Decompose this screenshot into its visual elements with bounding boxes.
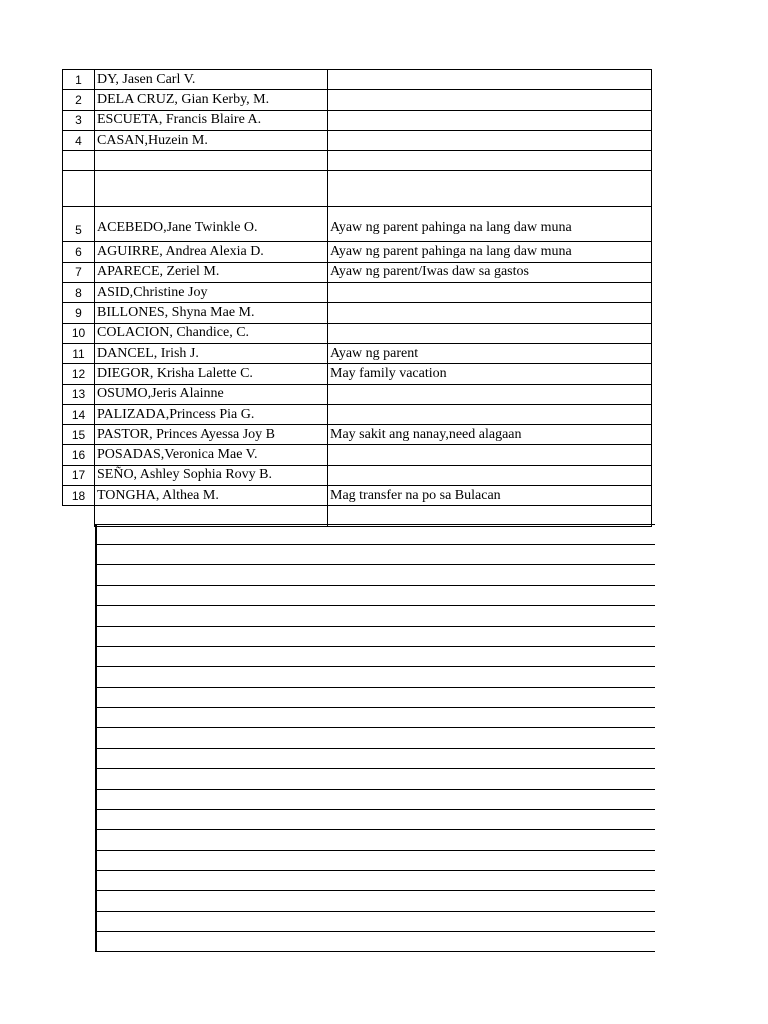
row-number: 14 (63, 404, 95, 424)
rule-line (97, 707, 655, 708)
table-row (63, 130, 652, 150)
table-row (63, 242, 652, 262)
remark (328, 445, 652, 465)
rule-line (97, 666, 655, 667)
table-row (63, 343, 652, 363)
table-row (63, 364, 652, 384)
remark (328, 90, 652, 110)
row-number: 7 (63, 262, 95, 282)
student-name: DY, Jasen Carl V. (95, 70, 328, 90)
student-name: ASID,Christine Joy (95, 283, 328, 303)
row-number: 8 (63, 283, 95, 303)
remark (328, 303, 652, 323)
student-name: PASTOR, Princes Ayessa Joy B (95, 425, 328, 445)
table-row (63, 465, 652, 485)
rule-line (97, 646, 655, 647)
remark (328, 130, 652, 150)
rule-line (97, 626, 655, 627)
rule-line (97, 524, 655, 525)
row-number: 10 (63, 323, 95, 343)
remark (328, 110, 652, 130)
rule-line (97, 585, 655, 586)
rule-line (97, 748, 655, 749)
student-name: TONGHA, Althea M. (95, 486, 328, 506)
rule-line (97, 951, 655, 952)
rule-line (97, 850, 655, 851)
table-row (63, 486, 652, 506)
row-number: 18 (63, 486, 95, 506)
student-name: APARECE, Zeriel M. (95, 262, 328, 282)
student-name: BILLONES, Shyna Mae M. (95, 303, 328, 323)
remark (328, 465, 652, 485)
row-number: 13 (63, 384, 95, 404)
student-name: COLACION, Chandice, C. (95, 323, 328, 343)
remark: May sakit ang nanay,need alagaan (328, 425, 652, 445)
rule-line (97, 931, 655, 932)
table-row (63, 90, 652, 110)
student-name: DELA CRUZ, Gian Kerby, M. (95, 90, 328, 110)
student-name: PALIZADA,Princess Pia G. (95, 404, 328, 424)
remark (328, 323, 652, 343)
row-number: 1 (63, 70, 95, 90)
student-name: POSADAS,Veronica Mae V. (95, 445, 328, 465)
rule-line (97, 911, 655, 912)
row-number: 3 (63, 110, 95, 130)
student-name: DANCEL, Irish J. (95, 343, 328, 363)
remark (328, 70, 652, 90)
student-name: ESCUETA, Francis Blaire A. (95, 110, 328, 130)
student-name: DIEGOR, Krisha Lalette C. (95, 364, 328, 384)
rule-line (97, 789, 655, 790)
roster-table (62, 69, 652, 527)
row-number: 11 (63, 343, 95, 363)
remark (328, 283, 652, 303)
table-row (63, 283, 652, 303)
table-row (63, 323, 652, 343)
row-number: 15 (63, 425, 95, 445)
student-name: AGUIRRE, Andrea Alexia D. (95, 242, 328, 262)
table-row (63, 425, 652, 445)
rule-line (97, 890, 655, 891)
table-row (63, 445, 652, 465)
row-number: 5 (63, 207, 95, 242)
empty-row (63, 151, 652, 171)
table-row (63, 262, 652, 282)
ruled-lines (95, 524, 655, 952)
remark: May family vacation (328, 364, 652, 384)
student-name: CASAN,Huzein M. (95, 130, 328, 150)
row-number: 17 (63, 465, 95, 485)
rule-line (97, 544, 655, 545)
table-row (63, 110, 652, 130)
remark: Ayaw ng parent/Iwas daw sa gastos (328, 262, 652, 282)
remark: Mag transfer na po sa Bulacan (328, 486, 652, 506)
remark (328, 404, 652, 424)
remark: Ayaw ng parent pahinga na lang daw muna (328, 242, 652, 262)
row-number: 12 (63, 364, 95, 384)
remark (328, 384, 652, 404)
table-row (63, 303, 652, 323)
remark: Ayaw ng parent (328, 343, 652, 363)
rule-line (97, 870, 655, 871)
table-row (63, 404, 652, 424)
table-row (63, 384, 652, 404)
row-number: 16 (63, 445, 95, 465)
rule-line (97, 605, 655, 606)
rule-line (97, 727, 655, 728)
rule-line (97, 809, 655, 810)
table-row (63, 207, 652, 242)
rule-line (97, 768, 655, 769)
rule-line (97, 829, 655, 830)
row-number: 4 (63, 130, 95, 150)
rule-line (97, 564, 655, 565)
table-row (63, 70, 652, 90)
remark: Ayaw ng parent pahinga na lang daw muna (328, 207, 652, 242)
student-name: ACEBEDO,Jane Twinkle O. (95, 207, 328, 242)
row-number: 9 (63, 303, 95, 323)
student-name: SEÑO, Ashley Sophia Rovy B. (95, 465, 328, 485)
row-number: 6 (63, 242, 95, 262)
row-number: 2 (63, 90, 95, 110)
rule-line (97, 687, 655, 688)
empty-row (63, 171, 652, 207)
student-name: OSUMO,Jeris Alainne (95, 384, 328, 404)
